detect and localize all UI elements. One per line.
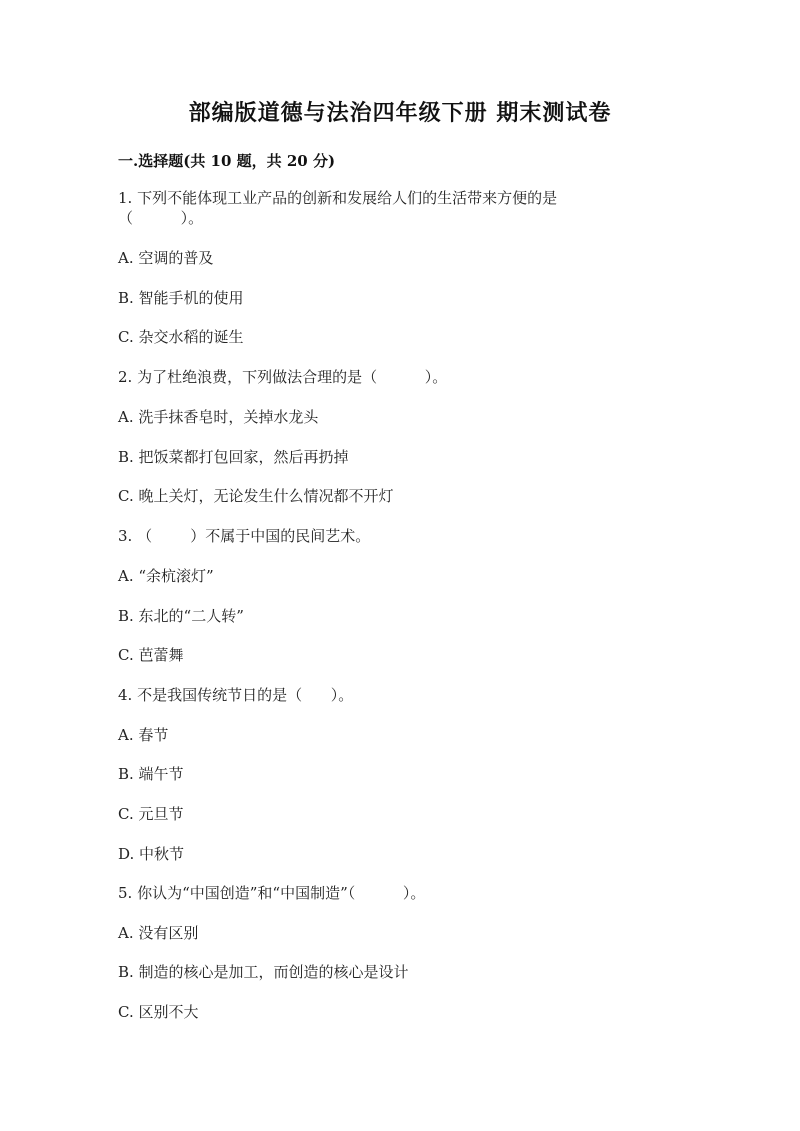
section-heading: 一.选择题(共 10 题，共 20 分) [118,152,336,170]
page-title: 部编版道德与法治四年级下册 期末测试卷 [188,100,612,126]
question-4-option-d: D. 中秋节 [118,845,185,863]
question-3-option-a: A. “余杭滚灯” [118,567,214,585]
question-4-stem: 4. 不是我国传统节日的是（ ）。 [118,686,354,704]
question-4-option-c: C. 元旦节 [118,805,184,823]
question-5-stem: 5. 你认为“中国创造”和“中国制造”（ ）。 [118,884,426,902]
question-4-option-b: B. 端午节 [118,765,184,783]
question-1-option-a: A. 空调的普及 [118,249,214,267]
question-5-option-b: B. 制造的核心是加工，而创造的核心是设计 [118,963,409,981]
question-1-option-c: C. 杂交水稻的诞生 [118,328,244,346]
question-3-stem: 3. （ ）不属于中国的民间艺术。 [118,527,371,545]
question-5-option-c: C. 区别不大 [118,1003,199,1021]
question-2-option-b: B. 把饭菜都打包回家，然后再扔掉 [118,448,349,466]
question-2-option-a: A. 洗手抹香皂时，关掉水龙头 [118,408,319,426]
question-3-option-b: B. 东北的“二人转” [118,607,244,625]
question-1-stem-continued: （ ）。 [118,209,204,227]
question-3-option-c: C. 芭蕾舞 [118,646,184,664]
question-4-option-a: A. 春节 [118,726,169,744]
question-1-stem: 1. 下列不能体现工业产品的创新和发展给人们的生活带来方便的是 [118,189,558,207]
question-2-stem: 2. 为了杜绝浪费，下列做法合理的是（ ）。 [118,368,448,386]
question-5-option-a: A. 没有区别 [118,924,199,942]
question-2-option-c: C. 晚上关灯，无论发生什么情况都不开灯 [118,487,394,505]
question-1-option-b: B. 智能手机的使用 [118,289,244,307]
